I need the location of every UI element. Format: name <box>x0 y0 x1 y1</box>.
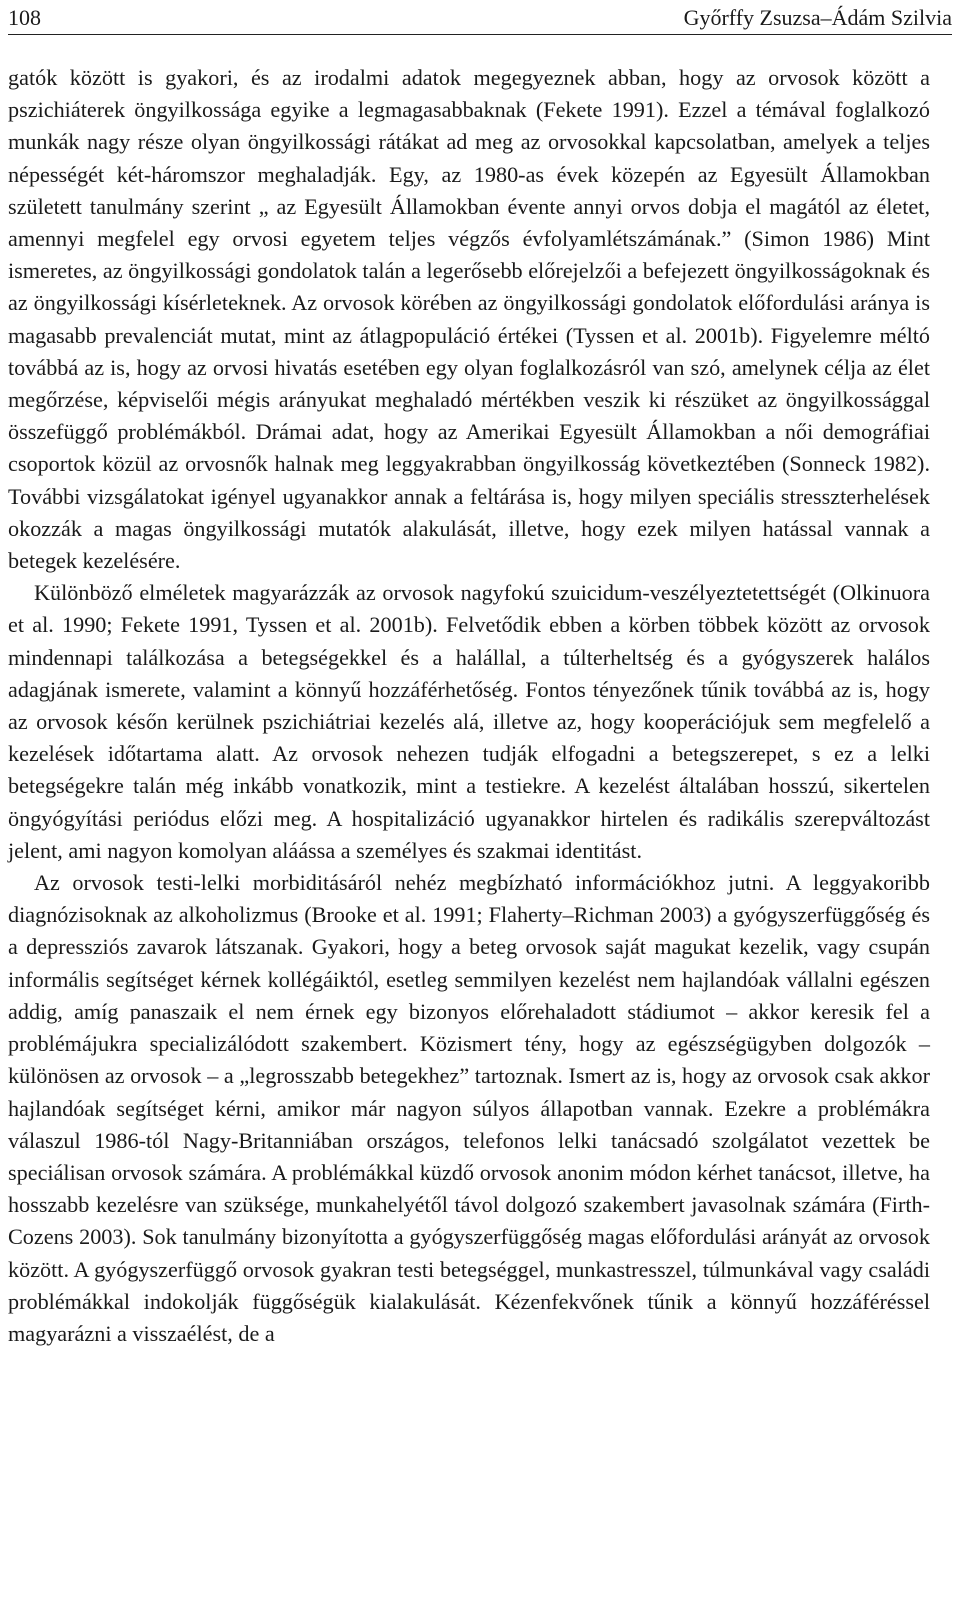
running-head-authors: Győrffy Zsuzsa–Ádám Szilvia <box>683 5 952 30</box>
page-number: 108 <box>8 5 41 30</box>
paragraph: gatók között is gyakori, és az irodalmi adatok megegyeznek abban, hogy az orvosok között a pszichiáterek öngyilkossága egyike a legmagasabbaknak (Fekete 1991). Ezzel a témával foglalkozó munkák nagy része olyan öngyilkossági rátákat ad meg az orvosokkal kapcsolatban, amelyek a teljes népességét két-háromszor meghaladják. Egy, az 1980-as évek közepén az Egyesült Államokban született tanulmány szerint „ az Egyesült Államokban évente annyi orvos dobja el magától az életet, amennyi megfelel egy orvosi egyetem teljes végzős évfolyamlétszámának.” (Simon 1986) Mint ismeretes, az öngyilkossági gondolatok talán a legerősebb előrejelzői a befejezett öngyilkosságoknak és az öngyilkossági kísérleteknek. Az orvosok körében az öngyilkossági gondolatok előfordulási aránya is magasabb prevalenciát mutat, mint az átlagpopuláció értékei (Tyssen et al. 2001b). Figyelemre méltó továbbá az is, hogy az orvosi hivatás esetében egy olyan foglalkozásról van szó, amelynek célja az élet megőrzése, képviselői mégis arányukat meghaladó mértékben veszik ki részüket az öngyilkossággal összefüggő problémákból. Drámai adat, hogy az Amerikai Egyesült Államokban a női demográfiai csoportok közül az orvosnők halnak meg leggyakrabban öngyilkosság következtében (Sonneck 1982). További vizsgálatokat igényel ugyanakkor annak a feltárása is, hogy milyen speciális stresszterhelések okozzák a magas öngyilkossági mutatók alakulását, illetve, hogy ezek milyen hatással vannak a betegek kezelésére. <box>8 65 930 574</box>
body-text <box>8 62 930 1350</box>
running-header <box>8 4 952 35</box>
paragraph: Az orvosok testi-lelki morbiditásáról nehéz megbízható információkhoz jutni. A leggyakoribb diagnózisoknak az alkoholizmus (Brooke et al. 1991; Flaherty–Richman 2003) a gyógyszerfüggőség és a depressziós zavarok látszanak. Gyakori, hogy a beteg orvosok saját magukat kezelik, vagy csupán informális segítséget kérnek kollégáiktól, esetleg semmilyen kezelést nem hajlandóak vállalni egészen addig, amíg panaszaik el nem érnek egy bizonyos előrehaladott stádiumot – akkor keresik fel a problémájukra specializálódott szakembert. Közismert tény, hogy az egészségügyben dolgozók – különösen az orvosok – a „legrosszabb betegekhez” tartoznak. Ismert az is, hogy az orvosok csak akkor hajlandóak segítséget kérni, amikor már nagyon súlyos állapotban vannak. Ezekre a problémákra válaszul 1986-tól Nagy-Britanniában országos, telefonos lelki tanácsadó szolgálatot vezettek be speciálisan orvosok számára. A problémákkal küzdő orvosok anonim módon kérhet tanácsot, illetve, ha hosszabb kezelésre van szüksége, munkahelyétől távol dolgozó szakembert javasolnak számára (Firth-Cozens 2003). Sok tanulmány bizonyította a gyógyszerfüggőség magas előfordulási arányát az orvosok között. A gyógyszerfüggő orvosok gyakran testi betegséggel, munkastresszel, túlmunkával vagy családi problémákkal indokolják függőségük kialakulását. Kézenfekvőnek tűnik a könnyű hozzáféréssel magyarázni a visszaélést, de a <box>8 870 930 1346</box>
paragraph: Különböző elméletek magyarázzák az orvosok nagyfokú szuicidum-veszélyeztetettségét (Olkinuora et al. 1990; Fekete 1991, Tyssen et al. 2001b). Felvetődik ebben a körben többek között az orvosok mindennapi találkozása a betegségekkel és a halállal, a túlterheltség és a gyógyszerek halálos adagjának ismerete, valamint a könnyű hozzáférhetőség. Fontos tényezőnek tűnik továbbá az is, hogy az orvosok későn kerülnek pszichiátriai kezelés alá, illetve az, hogy kooperációjuk sem megfelelő a kezelések időtartama alatt. Az orvosok nehezen tudják elfogadni a betegszerepet, s ez a lelki betegségekre talán még inkább vonatkozik, mint a testiekre. A kezelést általában hosszú, sikertelen öngyógyítási periódus előzi meg. A hospitalizáció ugyanakkor hirtelen és radikális szerepváltozást jelent, ami nagyon komolyan aláássa a személyes és szakmai identitást. <box>8 580 930 863</box>
